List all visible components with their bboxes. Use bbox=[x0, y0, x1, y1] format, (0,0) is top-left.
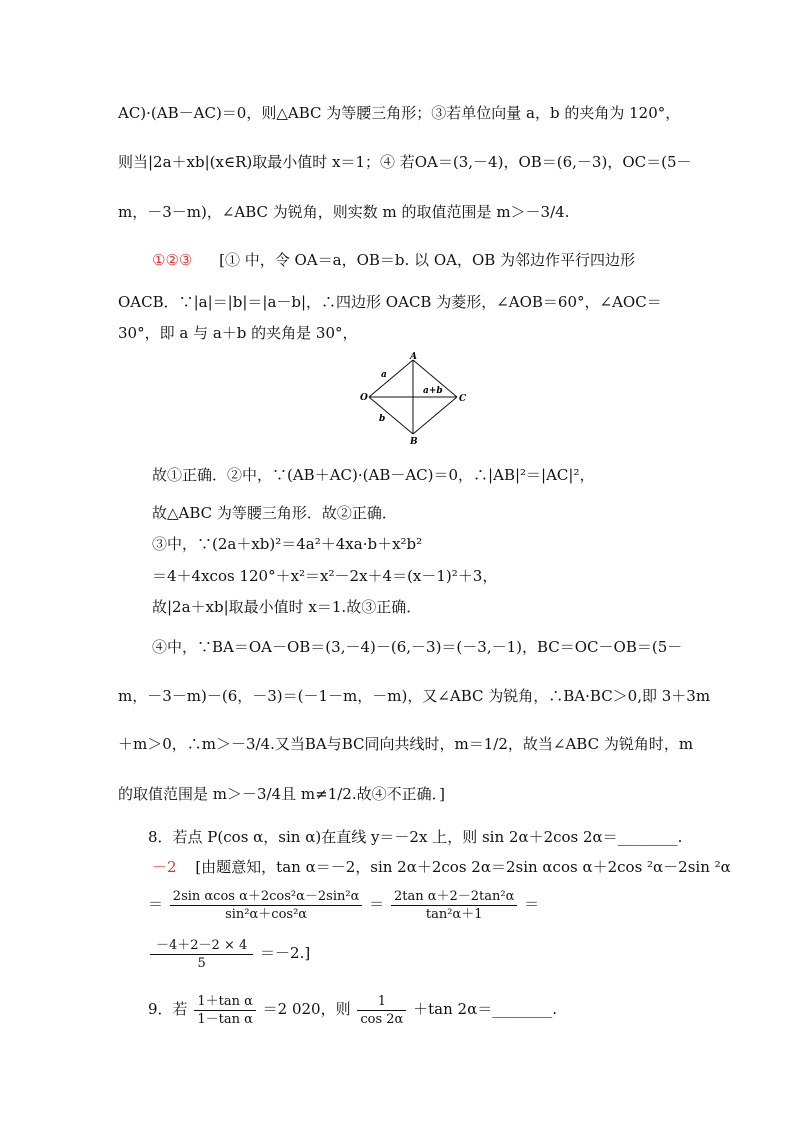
line-15-text: 的取值范围是 m＞－3/4且 m≠1/2.故④不正确．] bbox=[118, 785, 445, 803]
line-8-text: 故△ABC 为等腰三角形．故②正确． bbox=[152, 504, 397, 522]
question-9-mid: ＝2 020，则 bbox=[262, 1000, 351, 1018]
text-line-4 bbox=[152, 250, 635, 270]
fraction-q9-1-denominator: 1－tan α bbox=[197, 1011, 253, 1027]
text-line-11 bbox=[152, 597, 421, 617]
text-line-1 bbox=[118, 103, 680, 123]
text-line-14 bbox=[118, 734, 693, 754]
fraction-q9-1 bbox=[194, 993, 256, 1028]
line-14-text: ＋m＞0，∴m＞－3/4.又当BA与BC同向共线时，m＝1/2，故当∠ABC 为锐角时，m bbox=[118, 735, 694, 753]
question-9-prefix: 9．若 bbox=[148, 1000, 188, 1018]
point-label-a: A bbox=[410, 352, 417, 362]
point-label-b: B bbox=[410, 437, 418, 445]
text-line-9 bbox=[152, 534, 422, 554]
fraction-q9-2-numerator: 1 bbox=[357, 993, 406, 1011]
fraction-3 bbox=[150, 937, 253, 972]
line-2-text: 则当|2a＋xb|(x∈R)取最小值时 x＝1；④ 若OA＝(3,－4)，OB＝(6,－3)，OC＝(5－ bbox=[118, 153, 692, 171]
fraction-2-numerator: 2tan α＋2－2tan²α bbox=[391, 888, 517, 906]
fraction-2 bbox=[391, 888, 517, 923]
text-line-7 bbox=[152, 465, 594, 485]
rhombus-diagram bbox=[355, 350, 470, 445]
text-line-8 bbox=[152, 503, 397, 523]
fraction-2-denominator: tan²α＋1 bbox=[425, 906, 483, 922]
line-1-text: AC)·(AB－AC)＝0，则△ABC 为等腰三角形；③若单位向量 a，b 的夹角为 120°， bbox=[118, 104, 681, 122]
line-13-text: m，－3－m)－(6，－3)＝(－1－m，－m)，又∠ABC 为锐角，∴BA·BC＞0,即 3＋3m bbox=[118, 687, 711, 705]
question-8-text: 8．若点 P(cos α，sin α)在直线 y＝－2x 上，则 sin 2α＋2cos 2α＝________. bbox=[148, 828, 683, 846]
text-line-13 bbox=[118, 686, 710, 706]
answer-8-line-1 bbox=[152, 857, 731, 877]
answer-8-end: ＝－2.] bbox=[260, 944, 311, 962]
line-6-text: 30°，即 a 与 a＋b 的夹角是 30°， bbox=[118, 324, 358, 342]
fraction-3-numerator: －4＋2－2 × 4 bbox=[150, 937, 253, 955]
text-line-2 bbox=[118, 152, 692, 172]
question-9 bbox=[148, 988, 557, 1030]
vector-label-b: b bbox=[379, 414, 386, 424]
text-line-10 bbox=[152, 566, 497, 586]
vector-label-a-plus-b: a+b bbox=[423, 386, 443, 396]
line-5-text: OACB．∵|a|＝|b|＝|a－b|，∴四边形 OACB 为菱形，∠AOB＝60°，∠AOC＝ bbox=[118, 293, 662, 311]
fraction-q9-2-denominator: cos 2α bbox=[360, 1011, 404, 1027]
line-3-text: m，－3－m)，∠ABC 为锐角，则实数 m 的取值范围是 m＞－3/4. bbox=[118, 203, 570, 221]
answer-8-fraction-line: ＝ $\frac{\text{2sin αcos α＋2cos²α－2sin²α}}{\text{sin²α＋cos²α}}$ ＝ $\frac{\text{2tan α＋2－2tan²α}}{\text{tan²α＋1}}$ ＝ bbox=[148, 888, 540, 922]
line-12-text: ④中，∵BA＝OA－OB＝(3,－4)－(6,－3)＝(－3,－1)，BC＝OC－OB＝(5－ bbox=[152, 638, 683, 656]
question-9-end: ＋tan 2α＝________. bbox=[413, 1000, 557, 1018]
text-line-5 bbox=[118, 292, 662, 312]
fraction-1 bbox=[170, 888, 363, 923]
answer-marker-q7: ①②③ bbox=[152, 251, 193, 269]
line-10-text: ＝4＋4xcos 120°＋x²＝x²－2x＋4＝(x－1)²＋3， bbox=[152, 567, 498, 585]
line-4-text: [① 中，令 OA＝a，OB＝b. 以 OA，OB 为邻边作平行四边形 bbox=[219, 251, 636, 269]
text-line-15 bbox=[118, 784, 445, 804]
vector-label-a: a bbox=[381, 370, 387, 380]
point-label-c: C bbox=[459, 394, 467, 404]
point-label-o: O bbox=[360, 393, 368, 403]
fraction-q9-1-numerator: 1＋tan α bbox=[194, 993, 256, 1011]
answer-8-final-line bbox=[148, 932, 310, 974]
fraction-q9-2 bbox=[357, 993, 406, 1028]
fraction-1-denominator: sin²α＋cos²α bbox=[225, 906, 308, 922]
text-line-6 bbox=[118, 323, 358, 343]
question-8 bbox=[148, 827, 682, 847]
fraction-1-numerator: 2sin αcos α＋2cos²α－2sin²α bbox=[170, 888, 363, 906]
text-line-12 bbox=[152, 637, 682, 657]
answer-8-text: [由题意知，tan α＝－2，sin 2α＋2cos 2α＝2sin αcos α＋2cos ²α－2sin ²α bbox=[195, 858, 731, 876]
fraction-3-denominator: 5 bbox=[197, 955, 206, 971]
text-line-3 bbox=[118, 202, 569, 222]
line-7-text: 故①正确．②中，∵(AB＋AC)·(AB－AC)＝0，∴|AB|²＝|AC|²， bbox=[152, 466, 595, 484]
line-9-text: ③中，∵(2a＋xb)²＝4a²＋4xa·b＋x²b² bbox=[152, 535, 423, 553]
answer-marker-q8: －2 bbox=[152, 858, 177, 876]
line-11-text: 故|2a＋xb|取最小值时 x＝1.故③正确． bbox=[152, 598, 422, 616]
